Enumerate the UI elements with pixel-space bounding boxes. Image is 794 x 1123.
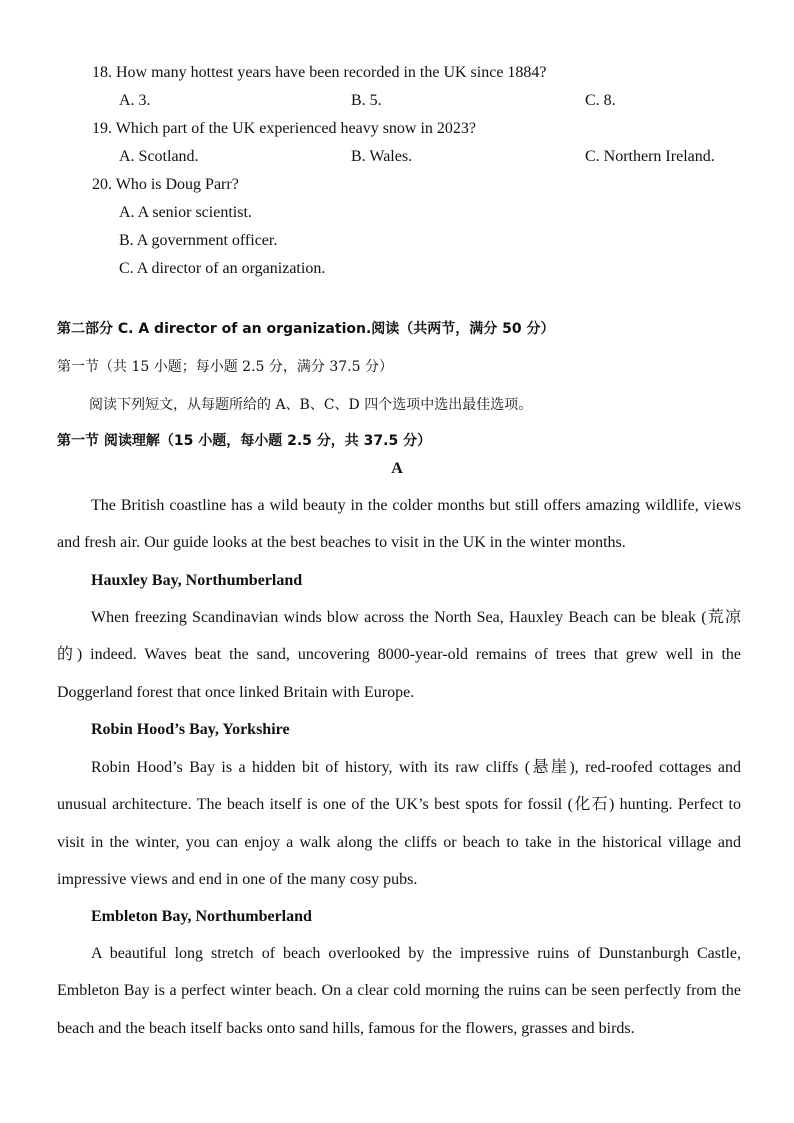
- beach-2-name: Robin Hood’s Bay, Yorkshire: [91, 721, 290, 738]
- beach-2-text: Robin Hood’s Bay is a hidden bit of history, with its raw cliffs (悬崖), red-roofed cottages and unusual architecture. The beach itself is one of the UK’s best spots for fossil (化石) hunting. Perfect to visit in the winter, you can enjoy a walk along the cliffs or beach to take in the historical village and impressive views and end in one of the many cosy pubs.: [57, 759, 741, 888]
- beach-3-text: A beautiful long stretch of beach overlooked by the impressive ruins of Dunstanburgh Castle, Embleton Bay is a perfect winter beach. On a clear cold morning the ruins can be seen perfectly from the beach and the beach itself backs onto sand hills, famous for the flowers, grasses and birds.: [57, 945, 741, 1037]
- beach-1-text: When freezing Scandinavian winds blow across the North Sea, Hauxley Beach can be bleak (荒凉的) indeed. Waves beat the sand, uncovering 8000-year-old remains of trees that grew well in the Doggerland forest that once linked Britain with Europe.: [57, 609, 741, 701]
- question-19-option-a: A. Scotland.: [119, 148, 199, 165]
- section1-heading: 第一节 阅读理解（15 小题，每小题 2.5 分，共 37.5 分）: [57, 433, 432, 449]
- passage-intro: The British coastline has a wild beauty in the colder months but still offers amazing wildlife, views and fresh air. Our guide looks at the best beaches to visit in the UK in the winter months.: [57, 497, 741, 552]
- instructions: 阅读下列短文，从每题所给的 A、B、C、D 四个选项中选出最佳选项。: [89, 397, 533, 413]
- beach-3-name: Embleton Bay, Northumberland: [91, 908, 312, 925]
- question-20-option-a: A. A senior scientist.: [119, 204, 252, 221]
- question-18-option-c: C. 8.: [585, 92, 616, 109]
- question-19-option-b: B. Wales.: [351, 148, 413, 165]
- question-20-option-c: C. A director of an organization.: [119, 260, 326, 277]
- part2-title: 第二部分 C. A director of an organization.阅读（共两节，满分 50 分）: [57, 321, 555, 337]
- section1-info: 第一节（共 15 小题；每小题 2.5 分，满分 37.5 分）: [57, 359, 393, 375]
- question-19-stem: 19. Which part of the UK experienced heavy snow in 2023?: [92, 120, 477, 137]
- question-18-option-a: A. 3.: [119, 92, 151, 109]
- question-19-option-c: C. Northern Ireland.: [585, 148, 715, 165]
- question-20-option-b: B. A government officer.: [119, 232, 278, 249]
- beach-1-name: Hauxley Bay, Northumberland: [91, 572, 303, 589]
- question-18-stem: 18. How many hottest years have been recorded in the UK since 1884?: [92, 64, 547, 81]
- passage-letter: A: [391, 460, 403, 477]
- question-18-option-b: B. 5.: [351, 92, 382, 109]
- question-20-stem: 20. Who is Doug Parr?: [92, 176, 239, 193]
